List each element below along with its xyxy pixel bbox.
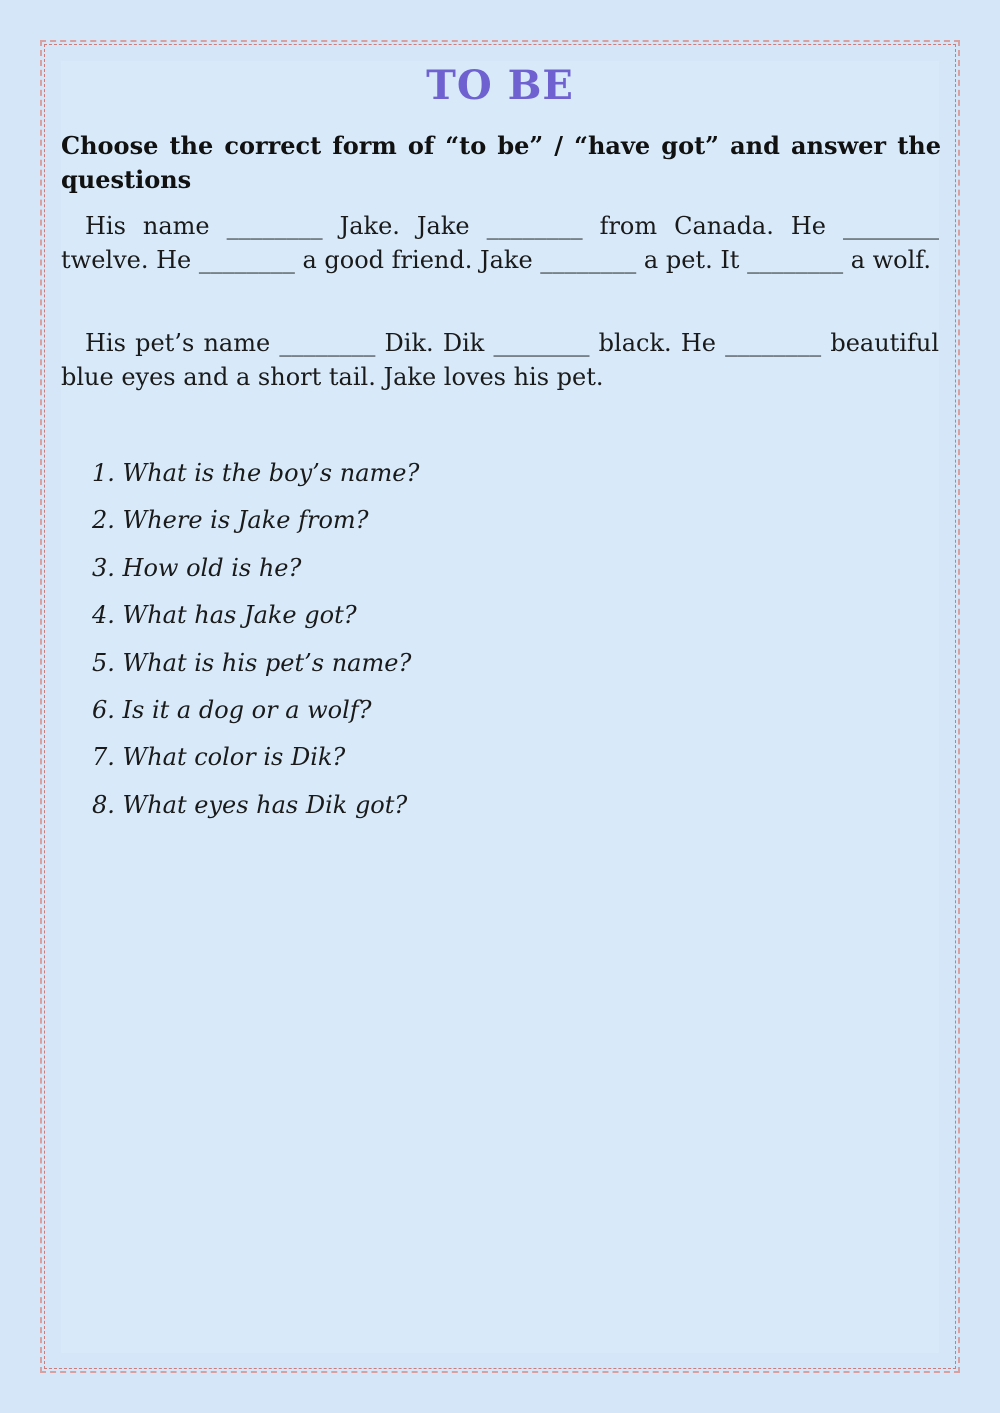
question-item: 3. How old is he? [92,553,302,582]
passage-paragraph-2: His pet’s name ________ Dik. Dik ________ black. He ________ beautiful blue eyes and a short tail. Jake loves his pet. [61,329,939,391]
question-list [92,450,419,829]
instruction-text: Choose the correct form of “to be” / “have got” and answer the questions [61,131,941,194]
question-item: 5. What is his pet’s name? [92,648,412,677]
question-item: 6. Is it a dog or a wolf? [92,696,372,725]
question-item: 2. Where is Jake from? [92,506,369,535]
question-item: 4. What has Jake got? [92,601,357,630]
page-title: TO BE [426,62,574,109]
question-item: 1. What is the boy’s name? [92,459,420,487]
question-item: 8. What eyes has Dik got? [92,790,408,819]
question-item: 7. What color is Dik? [92,743,346,772]
passage-paragraph-1: His name ________ Jake. Jake ________ from Canada. He ________ twelve. He ________ a good friend. Jake ________ a pet. It ________ a wolf. [61,212,939,274]
